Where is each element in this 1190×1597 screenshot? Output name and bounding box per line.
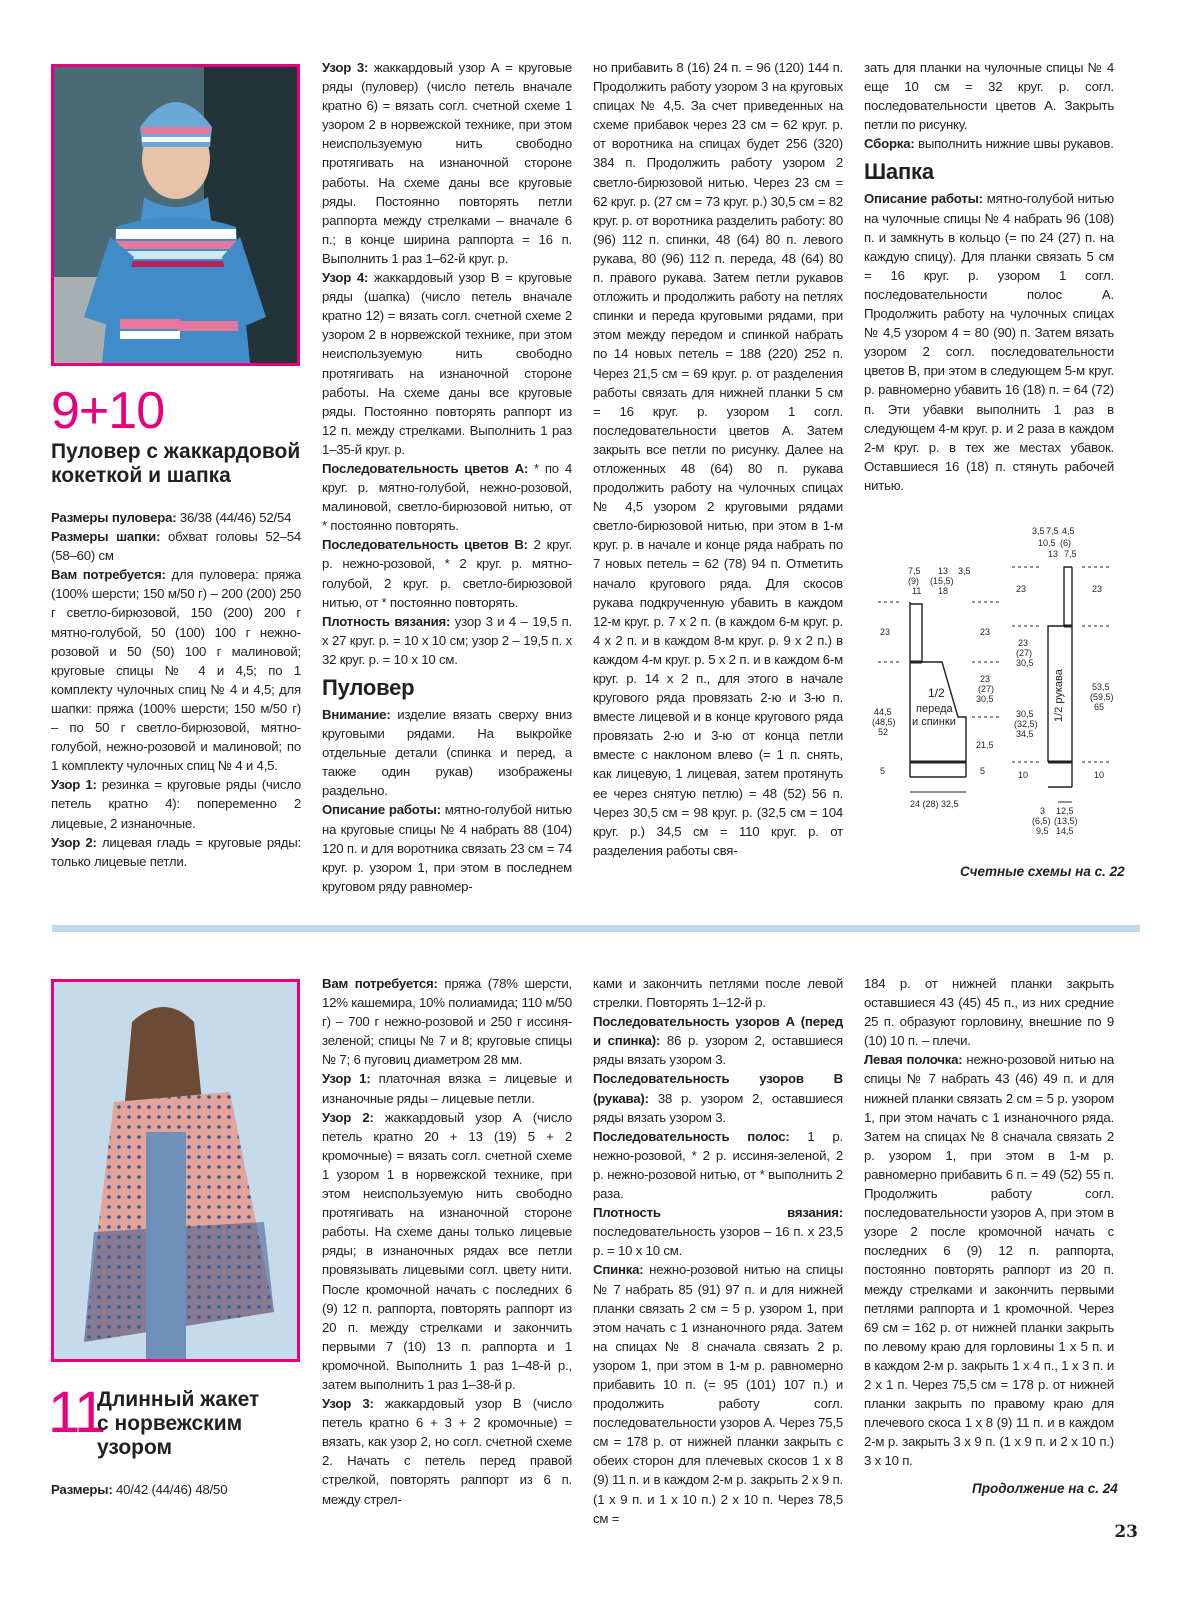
svg-text:(27): (27) <box>978 684 995 694</box>
svg-text:12,5: 12,5 <box>1056 806 1074 816</box>
paragraph-label: Последовательность цветов В: <box>322 537 528 553</box>
svg-text:3,5: 3,5 <box>1032 526 1045 536</box>
column-2 <box>322 58 572 896</box>
hat-heading: Шапка <box>864 159 934 185</box>
paragraph-text: * по 4 круг. р. мятно-голубой, нежно-розовой, малиновой, светло-бирюзовой нитью, от * постоянно повторять. <box>322 460 572 534</box>
paragraph-label: Узор 1: <box>322 1071 371 1087</box>
svg-text:10: 10 <box>1094 770 1105 780</box>
paragraph <box>322 1394 572 1509</box>
svg-text:(27): (27) <box>1016 648 1033 658</box>
svg-text:30,5: 30,5 <box>1016 709 1034 719</box>
paragraph-label: Спинка: <box>593 1262 644 1278</box>
svg-text:44,5: 44,5 <box>874 707 892 717</box>
column-4 <box>864 58 1114 495</box>
paragraph <box>864 974 1114 1050</box>
footnote-schemes: Счетные схемы на с. 22 <box>960 864 1125 879</box>
paragraph <box>51 775 301 832</box>
paragraph-text: жаккардовый узор А (число петель кратно 20 + 13 (19) 5 + 2 кромочные) = вязать согл. счетной схеме 1 узором 1 в норвежской технике, при этом неиспользуемую нить свободно протягивать на изнаночной стороне работы. На схеме даны только лицевые ряды; в изнаночных рядах все петли провязывать лицевыми согл. цвету нити. После кромочной начать с последних 6 (9) 12 п. раппорта, повторять раппорт из 20 п. между стрелками и закончить первыми 7 (10) 13 п. раппорта и 1 кромочной. Выполнить 1 раз 1–48-й р., затем выполнить 1 раз 1–38-й р. <box>322 1109 573 1392</box>
paragraph <box>322 459 572 535</box>
paragraph-label: Размеры шапки: <box>51 529 161 545</box>
paragraph-text: 184 р. от нижней планки закрыть оставшиеся 43 (45) 45 п., из них средние 25 п. образуют горловину, внешние по 9 (10) 10 п. – плечи. <box>864 976 1114 1049</box>
model-illustration <box>54 67 297 363</box>
section-divider <box>52 925 1140 932</box>
svg-text:(48,5): (48,5) <box>872 717 896 727</box>
svg-text:52: 52 <box>878 727 889 737</box>
jacket-title-line1: Длинный жакет <box>97 1388 260 1411</box>
jacket-illustration <box>54 982 297 1359</box>
svg-text:23: 23 <box>980 674 991 684</box>
svg-text:7,5: 7,5 <box>908 566 921 576</box>
paragraph <box>593 1012 843 1069</box>
svg-text:23: 23 <box>980 627 991 637</box>
svg-text:(13,5): (13,5) <box>1054 816 1078 826</box>
paragraph-label: Узор 2: <box>322 1109 374 1125</box>
sizes-text: 40/42 (44/46) 48/50 <box>112 1482 228 1497</box>
paragraph-label: Плотность вязания: <box>593 1205 843 1221</box>
paragraph-text: нежно-розовой нитью на спицы № 7 набрать 43 (46) 49 п. и для нижней планки связать 2 см = 5 р. узором 1, при этом начать с 1 изнаночного ряда. Затем на спицах № 8 сначала связать 2 р. узором 1, при этом в 1-м р. равномерно прибавить 6 п. = 49 (52) 55 п. Продолжить работу согл. последовательности узоров А, при этом в узоре 2 после кромочной начать с последних 6 (9) 12 п. раппорта, постоянно повторять раппорт из 20 п. между стрелками и закончить первыми петлями раппорта и 1 кромочной. Через 69 см = 162 р. от нижней планки закрыть по левому краю для горловины 1 х 5 п. и в каждом 2-м р. закрыть 1 х 4 п., 1 х 3 п. и 2 х 1 п. Через 75,5 см = 178 р. от нижней планки закрыть по правому краю для плечевого скоса 1 х 8 (9) 11 п. и в каждом 2-м р. закрыть 3 х 9 п. (1 х 9 п. и 2 х 10 п.) 3 х 10 п. <box>864 1052 1114 1469</box>
svg-text:(6): (6) <box>1060 538 1071 548</box>
svg-text:(9): (9) <box>908 576 919 586</box>
paragraph-text: жаккардовый узор В = круговые ряды (шапка) (число петель вначале кратно 12) = вязать согл. счетной схеме 2 узором 2 в норвежской технике, при этом неиспользуемую нить свободно протягивать на изнаночной стороне работы. На схеме даны все круговые ряды. Постоянно повторять раппорт из 12 п. между стрелками. Выполнить 1 раз 1–35-й круг. р. <box>322 270 572 457</box>
footnote-continued: Продолжение на с. 24 <box>972 1481 1118 1496</box>
svg-text:65: 65 <box>1094 702 1105 712</box>
svg-text:7,5: 7,5 <box>1046 526 1059 536</box>
svg-text:5: 5 <box>880 766 886 776</box>
pattern-number: 9+10 <box>51 382 165 440</box>
svg-text:23: 23 <box>1092 584 1103 594</box>
svg-text:(15,5): (15,5) <box>930 576 954 586</box>
paragraph-text: нежно-розовой нитью на спицы № 7 набрать 85 (91) 97 п. и для нижней планки связать 2 см = 5 р. узором 1, при этом начать с 1 изнаночного ряда. Затем на спицах № 8 сначала связать 2 р. узором 1, при этом в 1-м р. равномерно прибавить 10 п. (= 95 (101) 107 п.) и продолжить работу согл. последовательности узоров А. Через 75,5 см = 178 р. от нижней планки закрыть с обеих сторон для плечевых скосов 1 х 8 (9) 11 п. и в каждом 2-м р. закрыть 2 х 9 п. (1 х 9 п. и 1 х 10 п.) 2 х 10 п. Через 78,5 см = <box>593 1262 843 1526</box>
jacket-column-2 <box>322 974 572 1509</box>
pullover-photo <box>51 64 300 366</box>
jacket-title-line3: узором <box>97 1436 173 1459</box>
paragraph-text: лицевая гладь = круговые ряды: только лицевые петли. <box>51 834 301 869</box>
jacket-title-line2: с норвежским <box>97 1412 243 1435</box>
svg-text:(6,5): (6,5) <box>1032 816 1051 826</box>
assembly-label: Сборка: <box>864 136 915 152</box>
paragraph-text: пряжа (78% шерсти, 12% кашемира, 10% полиамида; 110 м/50 г) – 700 г нежно-розовой и 250 г иссиня-зеленой; спицы № 7 и 8; круговые спицы № 7; 6 пуговиц диаметром 28 мм. <box>322 976 572 1068</box>
svg-text:13: 13 <box>938 566 949 576</box>
paragraph-label: Размеры пуловера: <box>51 510 177 525</box>
paragraph-text: резинка = круговые ряды (число петель кратно 4): попеременно 2 лицевые, 2 изнаночные. <box>51 777 302 831</box>
svg-text:(32,5): (32,5) <box>1014 719 1038 729</box>
paragraph-text: 36/38 (44/46) 52/54 <box>176 510 292 525</box>
paragraph <box>51 833 301 871</box>
svg-text:30,5: 30,5 <box>1016 658 1034 668</box>
paragraph-label: Узор 3: <box>322 60 369 75</box>
paragraph <box>593 974 843 1012</box>
paragraph <box>322 535 572 611</box>
paragraph-label: Последовательность узоров А (перед и спинка): <box>593 1014 843 1049</box>
paragraph-label: Узор 2: <box>51 834 97 850</box>
paragraph-label: Последовательность узоров В (рукава): <box>593 1071 843 1106</box>
paragraph-label: Вам потребуется: <box>322 976 438 991</box>
jacket-column-3 <box>593 974 843 1528</box>
paragraph <box>322 1069 572 1107</box>
page-number: 23 <box>1114 1522 1138 1542</box>
svg-text:23: 23 <box>880 627 891 637</box>
paragraph <box>864 1050 1114 1470</box>
jacket-photo <box>51 979 300 1362</box>
svg-text:7,5: 7,5 <box>1064 549 1077 559</box>
paragraph-label: Последовательность цветов А: <box>322 460 529 476</box>
paragraph <box>51 565 301 775</box>
svg-text:4,5: 4,5 <box>1062 526 1075 536</box>
column-4-top-text: зать для планки на чулочные спицы № 4 еще 10 см = 32 круг. р. согл. последовательности цветов А. Закрыть петли по рисунку. <box>864 60 1114 133</box>
pattern-title-line1: Пуловер с жаккардовой <box>51 440 301 463</box>
paragraph <box>593 1069 843 1126</box>
paragraph-text: жаккардовый узор А = круговые ряды (пуловер) (число петель вначале кратно 6) = вязать согл. счетной схеме 1 узором 2 в норвежской технике, при этом неиспользуемую нить свободно протягивать на изнаночной стороне работы. На схеме даны все круговые ряды. Постоянно повторять петли раппорта между стрелками – вначале 6 п.; в конце ширина раппорта = 16 п. Выполнить 1 раз 1–62-й круг. р. <box>322 60 572 266</box>
svg-text:23: 23 <box>1018 638 1029 648</box>
diagram-width-label: 24 (28) 32,5 <box>910 799 959 809</box>
paragraph-label: Узор 3: <box>322 1396 374 1412</box>
svg-text:34,5: 34,5 <box>1016 729 1034 739</box>
paragraph-text: последовательность узоров – 16 п. х 23,5 р. = 10 х 10 см. <box>593 1224 843 1259</box>
svg-text:13: 13 <box>1048 549 1059 559</box>
paragraph <box>593 1260 843 1527</box>
hat-label: Описание работы: <box>864 191 983 207</box>
paragraph-text: 38 р. узором 2, оставшиеся ряды вязать узором 3. <box>593 1090 843 1125</box>
sizes-paragraph <box>51 1480 301 1499</box>
paragraph-label: Последовательность полос: <box>593 1128 790 1144</box>
jacket-sizes <box>51 1480 301 1499</box>
paragraph-text: 1 р. нежно-розовой, * 2 р. иссиня-зеленой, 2 р. нежно-розовой нитью, от * выполнить 2 раза. <box>593 1128 843 1202</box>
svg-text:3: 3 <box>1040 806 1046 816</box>
paragraph-label: Плотность вязания: <box>322 613 451 629</box>
pattern-title-line2: кокеткой и шапка <box>51 464 231 487</box>
paragraph-label: Описание работы: <box>322 802 441 818</box>
paragraph-text: жаккардовый узор В (число петель кратно 6 + 3 + 2 кромочные) = вязать, как узор 2, но согл. счетной схеме 2. Начать с петель перед правой стрелкой, повторять раппорт из 6 п. между стрел- <box>322 1396 573 1507</box>
svg-text:18: 18 <box>938 586 949 596</box>
paragraph-label: Левая полочка: <box>864 1052 963 1068</box>
svg-text:5: 5 <box>980 766 986 776</box>
paragraph-text: обхват головы 52–54 (58–60) см <box>51 529 302 564</box>
hat-text: мятно-голубой нитью на чулочные спицы № 4 набрать 96 (108) п. и замкнуть в кольцо (= по 24 (27) п. на каждую спицу). Для планки связать 5 см = 16 круг. р. узором 1 согл. последовательности полос А. Продолжить работу на чулочных спицах № 4,5 узором 4 = 80 (90) п. Затем вязать узором 2 согл. последовательности цветов В, при этом в следующем 5-м круг. р. равномерно убавить 16 (18) п. = 64 (72) п. Эти убавки выполнить 1 раз в следующем 4-м круг. р. и 2 раза в каждом 2-м круг. р. в тех же местах убавок. Оставшиеся 16 (18) п. стянуть рабочей нитью. <box>864 191 1114 493</box>
column-1 <box>51 508 301 871</box>
paragraph-text: изделие вязать сверху вниз круговыми рядами. На выкройке отдельные детали (спинка и перед, а также один рукав) изображены раздельно. <box>322 707 572 799</box>
jacket-column-4 <box>864 974 1114 1470</box>
diagram-body-label2: переда <box>916 703 953 715</box>
column-3 <box>593 58 843 860</box>
diagram-sleeve-label: 1/2 рукава <box>1053 669 1065 722</box>
paragraph <box>322 612 572 669</box>
svg-text:53,5: 53,5 <box>1092 682 1110 692</box>
svg-text:(59,5): (59,5) <box>1090 692 1114 702</box>
paragraph <box>593 1127 843 1203</box>
paragraph <box>322 705 572 800</box>
column-3-text: но прибавить 8 (16) 24 п. = 96 (120) 144 п. Продолжить работу узором 3 на круговых спицах № 4,5. За счет приведенных на схеме прибавок через 23 см = 62 круг. р. от воротника на спицах будет 256 (320) 384 п. Продолжить работу узором 2 светло-бирюзовой нитью. Через 23 см = 62 круг. р. (27 см = 73 круг. р.) 30,5 см = 82 круг. р. от воротника разделить работу: 80 (96) 112 п. спинки, 48 (64) 80 п. левого рукава, 80 (96) 112 п. переда, 48 (64) 80 п. правого рукава. Затем петли рукавов отложить и продолжить работу на петлях спинки и переда круговыми рядами, при этом между передом и спинкой набрать по 14 новых петель = 188 (220) 252 п. Через 21,5 см = 69 круг. р. от разделения работы связать для нижней планки 5 см = 16 круг. р. узором 1 согл. последовательности цветов А. Затем закрыть все петли по рисунку. Далее на отложенных 48 (64) 80 п. рукава продолжить работу на чулочных спицах № 4,5 узором 2 круговыми рядами светло-бирюзовой нитью, при этом в 1-м круг. р. в начале и конце ряда набрать по 7 новых петель = 62 (78) 94 п. Отметить начало кругового ряда. Для скосов рукава подкрученную убавить в каждом 12-м круг. р. 7 х 2 п. (в каждом 6-м круг. р. 4 х 2 п. и в каждом 8-м круг. р. 9 х 2 п.) в каждом 4-м круг. р. 5 х 2 п. и в каждом 6-м круг. р. 14 х 2 п., для этого в начале кругового ряда провязать 2-ю и 3-ю п. вместе лицевой и в конце кругового ряда провязать 2-ю и 3-ю от конца петли вместе с наклоном влево (= 1 п. снять, как лицевую, 1 лицевая, затем протянуть ее через снятую петлю) = 48 (52) 56 п. Через 30,5 см = 98 круг. р. (32,5 см = 104 круг. р.) 34,5 см = 110 круг. р. от разделения работы свя- <box>593 60 843 858</box>
paragraph-text: для пуловера: пряжа (100% шерсти; 150 м/50 г) – 200 (200) 250 г светло-бирюзовой, 150 (200) 200 г мятно-голубой, 50 (100) 100 г нежно-розовой и 50 (50) 100 г малиновой; круговые спицы № 4 и 4,5; по 1 комплекту чулочных спиц № 4 и 4,5; для шапки: пряжа (100% шерсти; 150 м/50 г) – по 50 г светло-бирюзовой, мятно-голубой, нежно-розовой и малиновой; по 1 комплекту чулочных спиц № 4 и 4,5. <box>51 567 301 774</box>
paragraph-text: узор 3 и 4 – 19,5 п. х 27 круг. р. = 10 х 10 см; узор 2 – 19,5 п. х 32 круг. р. = 10 х 10 см. <box>322 613 572 667</box>
section-heading: Пуловер <box>322 675 415 700</box>
svg-text:9,5: 9,5 <box>1036 826 1049 836</box>
paragraph-label: Узор 1: <box>51 777 97 793</box>
hat-paragraph <box>864 189 1114 495</box>
svg-text:10,5: 10,5 <box>1038 538 1056 548</box>
diagram-body-label3: и спинки <box>912 716 956 728</box>
svg-text:11: 11 <box>912 586 922 596</box>
paragraph-text: мятно-голубой нитью на круговые спицы № 4 набрать 88 (104) 120 п. и для воротника связать 23 см = 74 круг. р. узором 1, при этом в последнем круговом ряду равномер- <box>322 802 572 894</box>
svg-text:3,5: 3,5 <box>958 566 971 576</box>
paragraph-text: 2 круг. р. нежно-розовой, * 2 круг. р. мятно-голубой, 2 круг. р. светло-бирюзовой нитью, от * постоянно повторять. <box>322 537 572 610</box>
svg-text:23: 23 <box>1016 584 1027 594</box>
paragraph-label: Вам потребуется: <box>51 567 166 583</box>
svg-text:30,5: 30,5 <box>976 694 994 704</box>
paragraph-label: Внимание: <box>322 707 391 722</box>
svg-text:14,5: 14,5 <box>1056 826 1074 836</box>
svg-text:10: 10 <box>1018 770 1029 780</box>
paragraph <box>322 800 572 895</box>
paragraph <box>51 508 301 527</box>
svg-text:21,5: 21,5 <box>976 740 994 750</box>
paragraph-label: Узор 4: <box>322 270 369 286</box>
assembly-paragraph <box>864 134 1114 153</box>
paragraph <box>322 1108 572 1394</box>
paragraph <box>593 1203 843 1260</box>
assembly-text: выполнить нижние швы рукавов. <box>914 136 1114 152</box>
pattern-number-11: 11 <box>48 1380 105 1445</box>
paragraph <box>51 527 301 565</box>
paragraph-text: 86 р. узором 2, оставшиеся ряды вязать узором 3. <box>593 1033 843 1068</box>
schematic-diagram <box>872 522 1142 842</box>
sizes-label: Размеры: <box>51 1482 113 1497</box>
paragraph <box>322 268 572 459</box>
paragraph <box>322 58 572 268</box>
diagram-body-label1: 1/2 <box>928 686 945 700</box>
paragraph-text: ками и закончить петлями после левой стрелки. Повторять 1–12-й р. <box>593 976 843 1011</box>
paragraph <box>322 974 572 1069</box>
paragraph-text: платочная вязка = лицевые и изнаночные ряды – лицевые петли. <box>322 1071 572 1106</box>
